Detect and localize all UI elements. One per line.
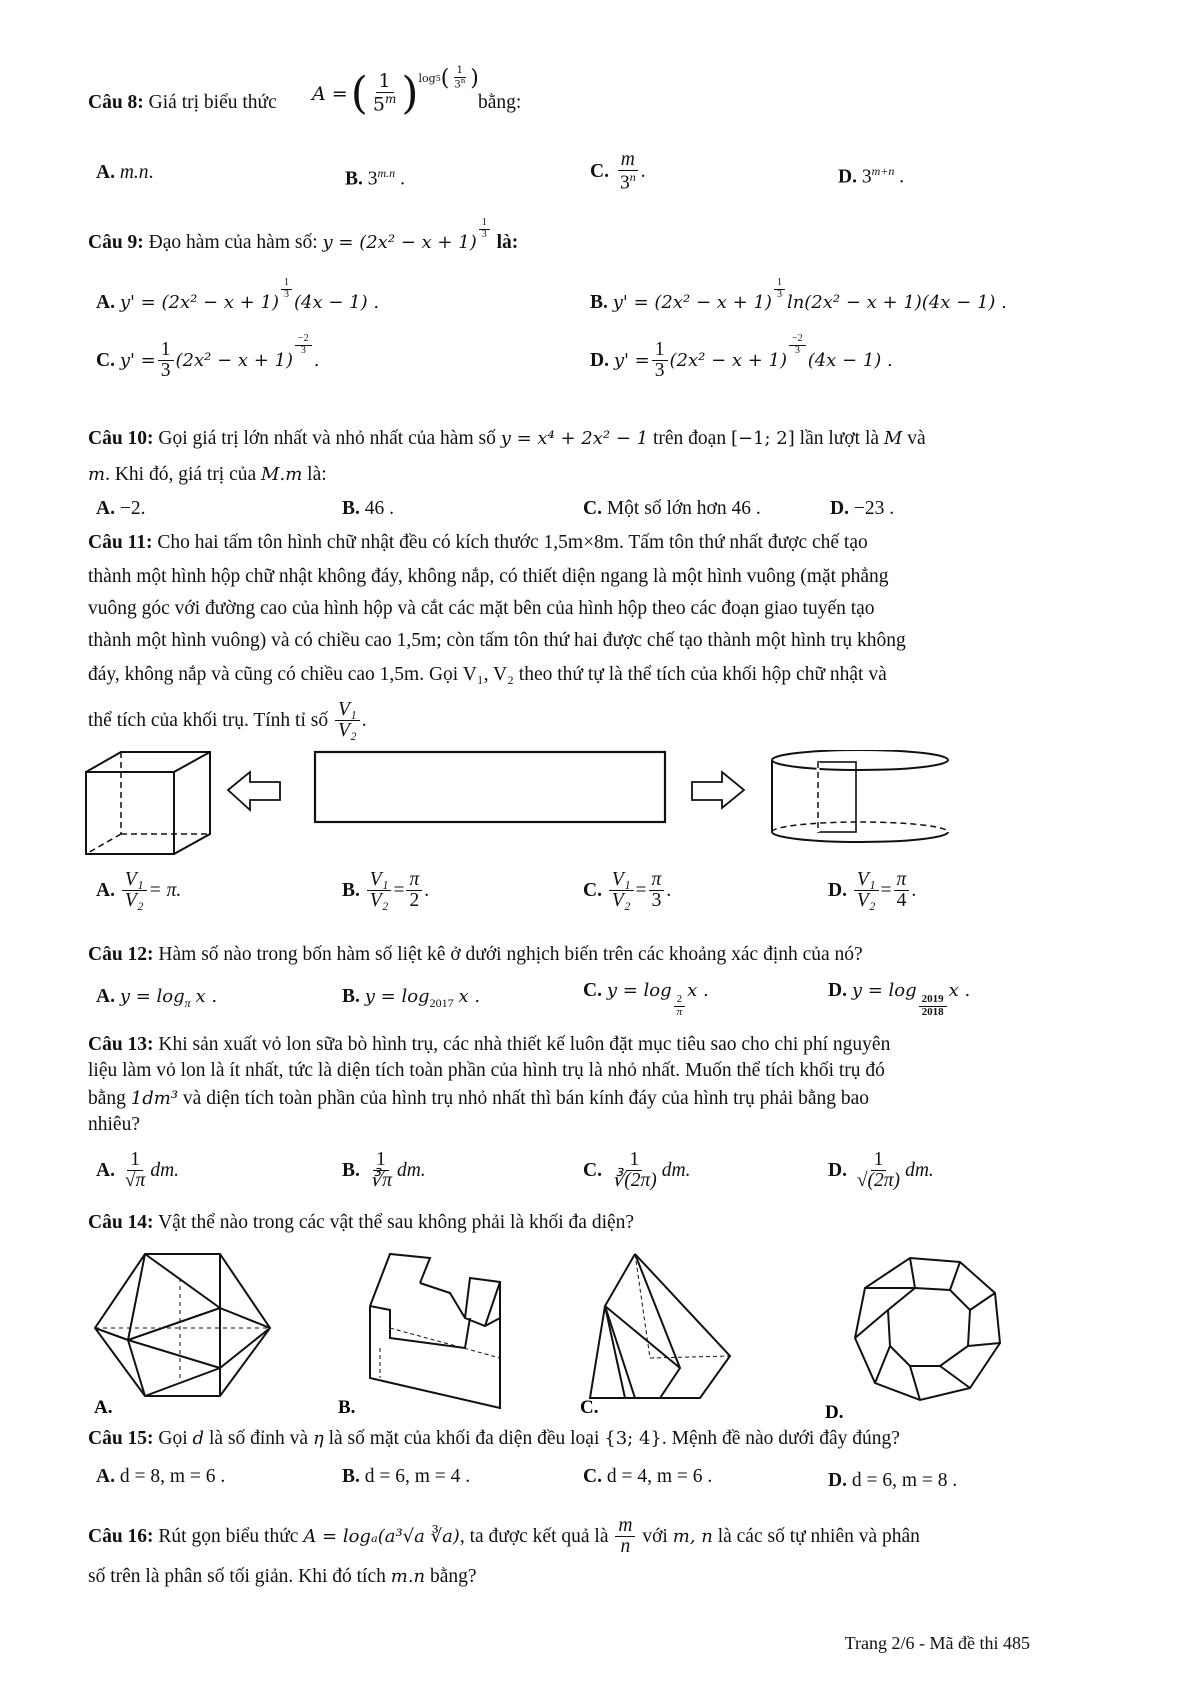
q16-frac-den: n xyxy=(620,1536,631,1558)
option-coef-den: 3 xyxy=(160,360,171,382)
q15-var-d: d xyxy=(192,1428,205,1449)
q11-ratio-num: V₁ xyxy=(335,700,360,721)
option-tail: . xyxy=(400,168,405,190)
q9-expression: y = (2x² − x + 1) xyxy=(322,232,477,253)
q12-option-c[interactable] xyxy=(583,980,709,1018)
option-key: B. xyxy=(342,1159,360,1181)
option-key: D. xyxy=(590,349,609,371)
q16-expression: A = logₐ(a³√a ∛a) xyxy=(303,1525,460,1547)
option-unit: dm. xyxy=(661,1159,691,1181)
q8-lhs: A = xyxy=(312,83,348,105)
q16-text-line2: số trên là phân số tối giản. Khi đó tích xyxy=(88,1566,386,1587)
q13-text-line-rest: và diện tích toàn phần của hình trụ nhỏ nhất thì bán kính đáy của hình trụ phải bằng bao xyxy=(182,1088,870,1109)
q12-stem xyxy=(88,944,863,966)
option-text: d = 8, m = 6 . xyxy=(119,1466,226,1487)
q8-suffix: bằng: xyxy=(478,92,522,113)
option-den: V₂ xyxy=(369,890,389,912)
q11-option-d[interactable]: D. $\frac{\text{V₁}}{\text{V₂}}$ = $\frac{\pi}{4}$ . xyxy=(828,869,917,912)
option-num: V₁ xyxy=(122,870,147,891)
q16-text3: với xyxy=(642,1525,668,1547)
q12-option-d[interactable] xyxy=(828,980,970,1018)
option-den: V₂ xyxy=(124,890,144,912)
q16-text2: , ta được kết quả là xyxy=(459,1525,609,1547)
q12-option-a[interactable] xyxy=(96,986,217,1014)
q11-ratio-tail: . xyxy=(361,709,367,731)
q16-text4: là các số tự nhiên và phân xyxy=(717,1525,920,1547)
icosahedron-figure xyxy=(95,1254,270,1396)
q10-label: Câu 10: xyxy=(88,428,154,449)
option-post: x . xyxy=(687,980,709,1001)
q16-line2-tail: bằng? xyxy=(430,1566,477,1587)
u-block-figure xyxy=(370,1254,500,1408)
option-den: √(2π) xyxy=(856,1170,901,1192)
q13-line2: liệu làm vỏ lon là ít nhất, tức là diện tích toàn phần của hình trụ là nhỏ nhất. Muốn thể tích khối trụ đó xyxy=(88,1060,885,1081)
option-key: C. xyxy=(590,161,609,183)
option-exp-den: 3 xyxy=(776,288,782,300)
option-den: 3 xyxy=(619,172,630,194)
q13-option-d[interactable] xyxy=(828,1150,934,1192)
q11-line1 xyxy=(88,532,868,554)
q14-figures xyxy=(90,1248,1080,1418)
q14-text: Vật thể nào trong các vật thể sau không phải là khối đa diện? xyxy=(158,1212,635,1233)
option-base-den: π xyxy=(676,1005,683,1018)
q9-suffix: là: xyxy=(496,232,519,253)
option-den: ∛(2π) xyxy=(611,1170,657,1192)
option-den: V₂ xyxy=(611,890,631,912)
q13-unit-expression: 1dm³ xyxy=(130,1088,179,1109)
option-lhs: (2x² − x + 1) xyxy=(175,349,294,371)
option-base: 2017 xyxy=(429,995,454,1010)
q8-option-a[interactable] xyxy=(96,162,153,184)
option-pre: y = log xyxy=(851,980,917,1001)
option-key: A. xyxy=(96,1159,115,1181)
q15-text2: là số đỉnh và xyxy=(208,1428,309,1449)
q13-text-line: bằng xyxy=(88,1088,126,1109)
option-base-den: 2018 xyxy=(921,1005,944,1018)
q15-label: Câu 15: xyxy=(88,1428,154,1449)
q16-vars: m, n xyxy=(672,1525,713,1547)
option-key: C. xyxy=(583,879,602,901)
arrow-right-icon xyxy=(692,772,744,808)
q13-line4: nhiêu? xyxy=(88,1114,140,1135)
option-exp-den: 3 xyxy=(794,344,800,356)
q15-stem xyxy=(88,1428,900,1450)
q16-label: Câu 16: xyxy=(88,1525,154,1547)
option-key: C. xyxy=(583,1159,602,1181)
option-exp: m+n xyxy=(871,164,895,178)
option-key: C. xyxy=(583,980,602,1001)
option-base-num: 2 xyxy=(674,994,686,1007)
q15-var-n: η xyxy=(312,1428,324,1449)
option-key: B. xyxy=(342,879,360,901)
option-exp-den: 3 xyxy=(300,344,306,356)
option-exp-den: 3 xyxy=(284,288,290,300)
option-unit: dm. xyxy=(905,1159,934,1181)
cuboid-figure xyxy=(86,752,210,854)
q8-option-c[interactable] xyxy=(590,150,646,194)
option-unit: dm. xyxy=(396,1159,426,1181)
option-text: d = 6, m = 8 . xyxy=(851,1470,958,1491)
option-key: A. xyxy=(96,879,115,901)
q11-line6 xyxy=(88,700,367,742)
q9-option-b[interactable] xyxy=(590,277,1007,314)
option-text: 46 . xyxy=(364,498,395,519)
q15-option-b[interactable] xyxy=(342,1466,470,1488)
option-rhs-num: π xyxy=(406,870,422,891)
q9-stem xyxy=(88,217,519,254)
option-den: ∛π xyxy=(369,1170,392,1192)
q11-line4: thành một hình vuông) và có chiều cao 1,5m; còn tấm tôn thứ hai được chế tạo thành một hình trụ không xyxy=(88,630,906,651)
q8-base-den: 5 xyxy=(372,93,385,116)
q10-var-M: M xyxy=(883,428,903,449)
option-tail: . xyxy=(899,166,905,188)
option-num: V₁ xyxy=(367,870,392,891)
q8-base-den-exp: m xyxy=(384,92,397,107)
page-footer: Trang 2/6 - Mã đề thi 485 xyxy=(844,1633,1030,1653)
option-key: B. xyxy=(590,292,608,313)
option-key: B. xyxy=(342,498,360,519)
q11-figure xyxy=(80,750,1040,860)
q10-text2: trên đoạn xyxy=(652,428,727,449)
option-rhs-num: π xyxy=(649,870,665,891)
option-tail: . xyxy=(640,161,646,183)
arrow-left-icon xyxy=(228,772,280,810)
option-tail: (4x − 1) . xyxy=(294,292,380,313)
option-text: d = 6, m = 4 . xyxy=(364,1466,471,1487)
option-tail: . xyxy=(666,879,672,901)
q11-option-c[interactable]: C. $\frac{\text{V₁}}{\text{V₂}}$ = $\frac{\pi}{3}$ . xyxy=(583,869,672,912)
option-base: π xyxy=(184,995,191,1010)
ring-polyhedron-figure xyxy=(855,1258,1000,1400)
option-key: A. xyxy=(96,498,115,519)
option-pre: y = log xyxy=(119,986,185,1007)
q8-expression: A = ( $\frac{1}{5^m}$ ) log 5 ( $\frac{1}{3^n}$ ) xyxy=(312,65,479,119)
q13-text-line: Khi sản xuất vỏ lon sữa bò hình trụ, các nhà thiết kế luôn đặt mục tiêu sao cho chi phí nguyên xyxy=(158,1034,891,1055)
option-rhs-den: 3 xyxy=(651,890,662,912)
option-exp-num: −2 xyxy=(789,334,806,346)
q11-ratio-den: V₂ xyxy=(337,720,357,742)
q13-option-c[interactable] xyxy=(583,1150,691,1192)
option-key: D. xyxy=(828,1470,847,1491)
q10-text6: là: xyxy=(307,464,327,485)
q11-option-b[interactable]: B. $\frac{\text{V₁}}{\text{V₂}}$ = $\frac{\pi}{2}$ . xyxy=(342,869,430,912)
q13-line1 xyxy=(88,1034,890,1056)
q8-label: Câu 8: xyxy=(88,92,144,113)
q13-option-b[interactable] xyxy=(342,1150,426,1192)
q16-line2 xyxy=(88,1566,477,1588)
metal-sheet-figure xyxy=(315,752,665,822)
q15-text1: Gọi xyxy=(158,1428,188,1449)
q15-option-d[interactable] xyxy=(828,1470,957,1492)
q15-type: {3; 4} xyxy=(604,1428,662,1449)
option-key: C. xyxy=(96,349,115,371)
q9-exp-den: 3 xyxy=(481,228,487,240)
q15-text3: là số mặt của khối đa diện đều loại xyxy=(328,1428,600,1449)
q15-text4: . Mệnh đề nào dưới đây đúng? xyxy=(661,1428,900,1449)
option-key: D. xyxy=(828,980,847,1001)
q14-option-c-key[interactable]: C. xyxy=(580,1397,599,1418)
option-tail: . xyxy=(313,349,320,371)
option-key: D. xyxy=(828,879,847,901)
option-key: A. xyxy=(96,292,115,313)
option-key: A. xyxy=(96,1466,115,1487)
option-base: 3 xyxy=(367,168,378,190)
option-exp-num: 1 xyxy=(774,278,785,290)
q10-option-b[interactable] xyxy=(342,498,394,520)
q13-line3 xyxy=(88,1088,869,1110)
option-key: C. xyxy=(583,498,602,519)
option-key: A. xyxy=(96,986,115,1007)
option-text: −23 . xyxy=(853,498,895,519)
q11-text-line: thể tích của khối trụ. Tính tỉ số xyxy=(88,709,329,731)
option-den: √π xyxy=(124,1170,146,1192)
q11-line5: đáy, không nắp và cũng có chiều cao 1,5m. Gọi V₁, V₂ theo thứ tự là thể tích của khối hộp chữ nhật và xyxy=(88,664,887,685)
option-prefix: y' = xyxy=(613,349,650,371)
option-den-exp: n xyxy=(629,170,636,185)
q8-exp-den-exp: n xyxy=(460,76,466,85)
option-num: 1 xyxy=(871,1150,887,1171)
q9-label: Câu 9: xyxy=(88,232,144,253)
q14-option-a-key[interactable]: A. xyxy=(94,1397,113,1418)
option-key: C. xyxy=(583,1466,602,1487)
q8-base-fraction xyxy=(370,72,399,115)
option-base: 3 xyxy=(861,166,872,188)
q10-var-m: m xyxy=(88,464,106,485)
option-rhs-den: 2 xyxy=(409,890,420,912)
q10-expression: y = x⁴ + 2x² − 1 xyxy=(500,428,649,449)
q10-option-a[interactable] xyxy=(96,498,145,520)
q8-text: Giá trị biểu thức xyxy=(148,92,277,113)
q11-option-a[interactable] xyxy=(96,870,181,912)
q10-stem-line1 xyxy=(88,428,926,450)
q8-exp-log: log xyxy=(418,72,436,85)
q14-label: Câu 14: xyxy=(88,1212,154,1233)
q8-stem xyxy=(88,92,277,114)
q8-option-b[interactable] xyxy=(345,162,405,191)
q11-label: Câu 11: xyxy=(88,532,153,553)
q10-option-c[interactable] xyxy=(583,498,761,520)
option-text: Một số lớn hơn 46 . xyxy=(606,498,761,519)
q14-stem xyxy=(88,1212,634,1234)
option-num: 1 xyxy=(127,1150,143,1171)
q12-label: Câu 12: xyxy=(88,944,154,965)
q10-text4: và xyxy=(907,428,926,449)
option-coef-num: 1 xyxy=(158,340,174,361)
q16-line2-var: m.n xyxy=(390,1566,426,1587)
q8-exp-num: 1 xyxy=(454,66,466,78)
q11-text-line: Cho hai tấm tôn hình chữ nhật đều có kích thước 1,5m×8m. Tấm tôn thứ nhất được chế tạo xyxy=(157,532,868,553)
q15-option-a[interactable] xyxy=(96,1466,225,1488)
option-post: x . xyxy=(195,986,218,1007)
q8-exp-log-base: 5 xyxy=(435,74,441,83)
option-text: −2. xyxy=(119,498,146,519)
q14-option-d-key[interactable]: D. xyxy=(825,1402,844,1418)
q8-option-d[interactable] xyxy=(838,160,904,189)
q11-line2: thành một hình hộp chữ nhật không đáy, không nắp, có thiết diện ngang là một hình vuông (mặt phẳng xyxy=(88,566,889,587)
cylinder-figure xyxy=(772,750,948,842)
q8-exponent: log 5 ( $\frac{1}{3^n}$ ) xyxy=(418,65,479,91)
option-key: D. xyxy=(838,166,857,188)
option-key: D. xyxy=(830,498,849,519)
option-tail: . xyxy=(424,879,430,901)
option-rhs-num: π xyxy=(894,870,910,891)
q12-option-b[interactable] xyxy=(342,986,480,1014)
option-pre: y = log xyxy=(364,986,430,1007)
q9-option-d[interactable] xyxy=(590,333,893,382)
option-tail: ln(2x² − x + 1)(4x − 1) . xyxy=(786,292,1007,313)
option-num: V₁ xyxy=(854,870,879,891)
option-exp-num: 1 xyxy=(281,278,292,290)
q10-expression2: M.m xyxy=(261,464,303,485)
option-tail: . xyxy=(911,879,917,901)
option-exp: m.n xyxy=(377,166,396,180)
q9-exp-num: 1 xyxy=(479,218,490,230)
option-base-num: 2019 xyxy=(919,994,947,1007)
option-pre: y = log xyxy=(606,980,672,1001)
option-rhs-den: 4 xyxy=(896,890,907,912)
q8-exp-den: 3 xyxy=(454,79,461,91)
q8-base-num: 1 xyxy=(376,72,394,93)
option-post: x . xyxy=(458,986,481,1007)
option-key: D. xyxy=(828,1159,847,1181)
q10-interval: [−1; 2] xyxy=(730,428,795,449)
q10-text3: lần lượt là xyxy=(799,428,880,449)
option-post: x . xyxy=(948,980,971,1001)
option-lhs: y' = (2x² − x + 1) xyxy=(119,292,280,313)
option-tail: . xyxy=(148,162,154,183)
option-lhs: (2x² − x + 1) xyxy=(669,349,788,371)
option-rhs: = π. xyxy=(148,879,182,901)
q10-text1: Gọi giá trị lớn nhất và nhỏ nhất của hàm số xyxy=(158,428,496,449)
option-key: B. xyxy=(342,1466,360,1487)
q9-option-a[interactable] xyxy=(96,277,380,314)
option-text: m.n xyxy=(119,162,149,183)
option-exp-num: −2 xyxy=(295,334,312,346)
option-coef-num: 1 xyxy=(652,340,668,361)
option-lhs: y' = (2x² − x + 1) xyxy=(612,292,772,313)
q13-label: Câu 13: xyxy=(88,1034,154,1055)
option-den: V₂ xyxy=(856,890,876,912)
option-text: d = 4, m = 6 . xyxy=(606,1466,713,1487)
q16-frac-num: m xyxy=(615,1516,635,1537)
q9-option-c[interactable] xyxy=(96,333,320,382)
q16-line1 xyxy=(88,1516,920,1558)
option-num: V₁ xyxy=(609,870,634,891)
option-num: m xyxy=(618,150,638,171)
q10-text5: . Khi đó, giá trị của xyxy=(105,464,257,485)
option-key: B. xyxy=(342,986,360,1007)
option-key: B. xyxy=(345,168,363,190)
folded-pyramid-figure xyxy=(590,1254,730,1398)
q14-option-b-key[interactable]: B. xyxy=(338,1397,356,1418)
option-coef-den: 3 xyxy=(654,360,665,382)
q12-text: Hàm số nào trong bốn hàm số liệt kê ở dưới nghịch biến trên các khoảng xác định của nó? xyxy=(158,944,863,965)
option-num: 1 xyxy=(373,1150,389,1171)
q11-line3: vuông góc với đường cao của hình hộp và cắt các mặt bên của hình hộp theo các đoạn giao tuyến tạo xyxy=(88,598,875,619)
q13-option-a[interactable] xyxy=(96,1150,179,1192)
q10-stem-line2 xyxy=(88,464,327,486)
option-tail: (4x − 1) . xyxy=(807,349,893,371)
q10-option-d[interactable] xyxy=(830,498,894,520)
option-unit: dm. xyxy=(150,1159,180,1181)
q9-text: Đạo hàm của hàm số: xyxy=(148,232,318,253)
option-num: 1 xyxy=(626,1150,642,1171)
q15-option-c[interactable] xyxy=(583,1466,712,1488)
option-key: A. xyxy=(96,162,115,183)
option-prefix: y' = xyxy=(119,349,156,371)
q16-text1: Rút gọn biểu thức xyxy=(158,1525,299,1547)
